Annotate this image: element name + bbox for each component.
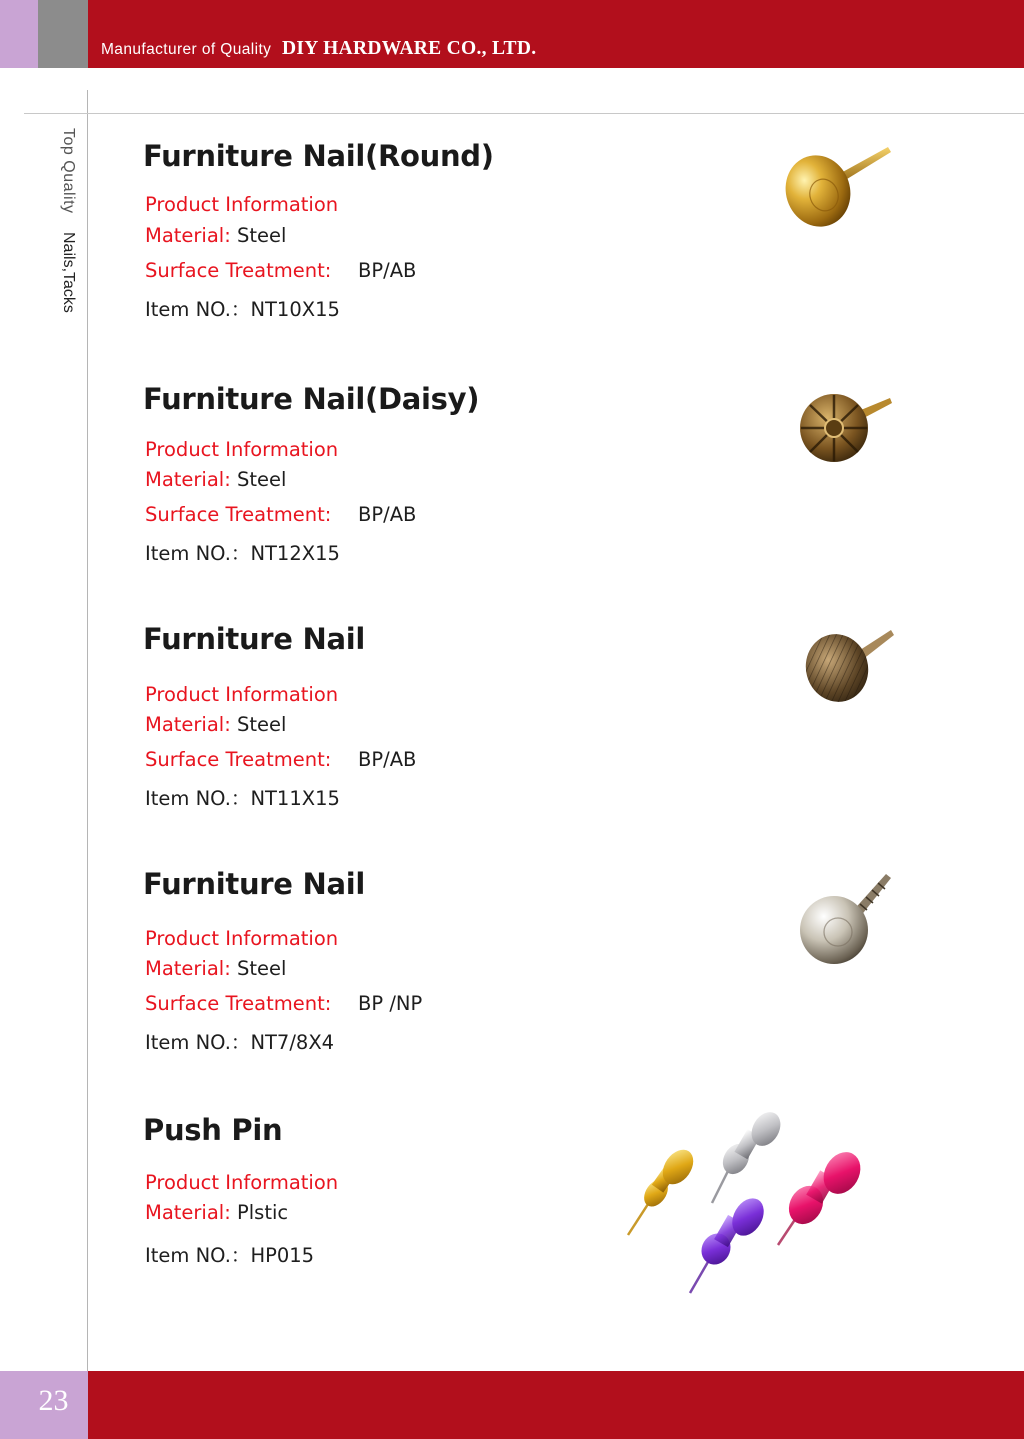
item-value: HP015 (250, 1244, 315, 1267)
surface-value: BP/AB (358, 503, 417, 526)
material-row (145, 468, 286, 491)
product-info-heading: Product Information (145, 438, 339, 461)
product-round-nail (143, 139, 623, 321)
material-value: Plstic (237, 1201, 289, 1224)
margin-rule-horizontal (24, 113, 1024, 114)
header-gray-block (38, 0, 88, 68)
side-label-category: Nails,Tacks (60, 232, 77, 313)
push-pins-image (620, 1105, 880, 1305)
surface-label: Surface Treatment: (145, 503, 332, 526)
product-info-heading: Product Information (145, 1171, 339, 1194)
surface-row (145, 259, 417, 282)
product-silver-nail (143, 867, 623, 1054)
surface-label: Surface Treatment: (145, 748, 332, 771)
product-info-heading: Product Information (145, 683, 339, 706)
red-push-pin (778, 1145, 868, 1245)
material-value: Steel (237, 957, 287, 980)
item-label: Item NO.： (145, 298, 251, 321)
item-label: Item NO.： (145, 1244, 251, 1267)
company-name: DIY HARDWARE CO., LTD. (282, 38, 537, 59)
silver-nail-image (790, 866, 900, 976)
product-textured-nail (143, 622, 623, 810)
silver-push-pin (712, 1107, 786, 1203)
margin-rule-vertical (87, 90, 88, 1372)
product-info-heading: Product Information (145, 193, 339, 216)
product-daisy-nail (143, 382, 623, 565)
product-title: Push Pin (143, 1113, 283, 1147)
material-label: Material: (145, 224, 231, 247)
product-title: Furniture Nail (143, 867, 365, 901)
product-title: Furniture Nail (143, 622, 365, 656)
textured-nail-image (795, 620, 900, 710)
product-push-pin (143, 1113, 623, 1267)
product-info-heading: Product Information (145, 927, 339, 950)
daisy-nail-image (790, 380, 900, 475)
side-section-label (59, 128, 77, 313)
footer-band (88, 1371, 1024, 1439)
gold-push-pin (628, 1144, 700, 1235)
item-label: Item NO.： (145, 787, 251, 810)
header-text (101, 38, 536, 60)
material-label: Material: (145, 713, 231, 736)
round-nail-image (770, 135, 900, 235)
product-title: Furniture Nail(Round) (143, 139, 494, 173)
item-value: NT12X15 (250, 542, 340, 565)
surface-row (145, 503, 417, 526)
purple-push-pin (690, 1193, 770, 1293)
item-value: NT10X15 (250, 298, 340, 321)
item-label: Item NO.： (145, 542, 251, 565)
header-tagline: Manufacturer of Quality (101, 41, 272, 58)
material-row (145, 713, 286, 736)
surface-label: Surface Treatment: (145, 992, 332, 1015)
material-label: Material: (145, 468, 231, 491)
material-value: Steel (237, 468, 287, 491)
item-row (145, 1027, 334, 1055)
material-row (145, 1201, 288, 1224)
material-row (145, 957, 286, 980)
surface-value: BP/AB (358, 259, 417, 282)
surface-value: BP /NP (358, 992, 423, 1015)
side-label-top: Top Quality (60, 128, 77, 214)
surface-row (145, 748, 417, 771)
material-value: Steel (237, 713, 287, 736)
surface-value: BP/AB (358, 748, 417, 771)
material-label: Material: (145, 957, 231, 980)
product-title: Furniture Nail(Daisy) (143, 382, 480, 416)
item-row (145, 783, 340, 811)
item-row (145, 538, 340, 566)
surface-row (145, 992, 423, 1015)
header-lavender-block (0, 0, 38, 68)
page-number: 23 (38, 1384, 69, 1417)
surface-label: Surface Treatment: (145, 259, 332, 282)
item-row (145, 1240, 314, 1268)
material-value: Steel (237, 224, 287, 247)
item-row (145, 294, 340, 322)
material-row (145, 224, 286, 247)
item-value: NT11X15 (250, 787, 340, 810)
item-value: NT7/8X4 (250, 1031, 335, 1054)
material-label: Material: (145, 1201, 231, 1224)
item-label: Item NO.： (145, 1031, 251, 1054)
